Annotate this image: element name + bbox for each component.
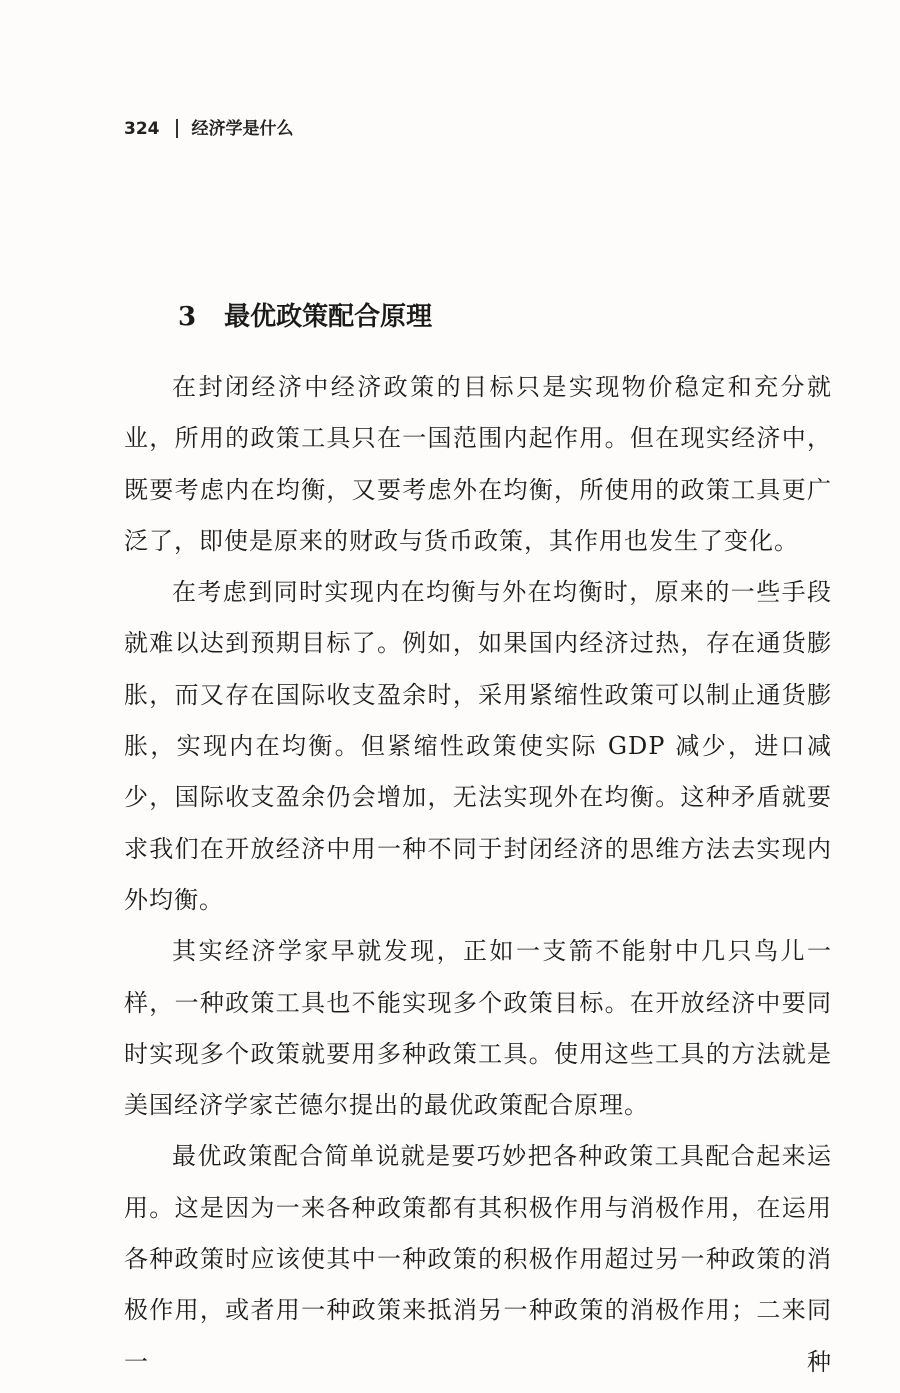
section-title: 最优政策配合原理 — [224, 302, 433, 332]
section-heading — [178, 296, 432, 333]
paragraph-4: 最优政策配合简单说就是要巧妙把各种政策工具配合起来运用。这是因为一来各种政策都有其积极作用与消极作用，在运用各种政策时应该使其中一种政策的积极作用超过另一种政策的消极作用，或者用一种政策来抵消另一种政策的消极作用；二来同一种 — [124, 1142, 832, 1376]
body-text — [124, 362, 832, 1388]
paragraph-2: 在考虑到同时实现内在均衡与外在均衡时，原来的一些手段就难以达到预期目标了。例如，如果国内经济过热，存在通货膨胀，而又存在国际收支盈余时，采用紧缩性政策可以制止通货膨胀，实现内在均衡。但紧缩性政策使实际 GDP 减少，进口减少，国际收支盈余仍会增加，无法实现外在均衡。这种矛盾就要求我们在开放经济中用一种不同于封闭经济的思维方法去实现内外均衡。 — [124, 578, 832, 914]
paragraph-3: 其实经济学家早就发现，正如一支箭不能射中几只鸟儿一样，一种政策工具也不能实现多个政策目标。在开放经济中要同时实现多个政策就要用多种政策工具。使用这些工具的方法就是美国经济学家芒德尔提出的最优政策配合原理。 — [124, 937, 832, 1120]
paragraph-1: 在封闭经济中经济政策的目标只是实现物价稳定和充分就业，所用的政策工具只在一国范围内起作用。但在现实经济中，既要考虑内在均衡，又要考虑外在均衡，所使用的政策工具更广泛了，即使是原来的财政与货币政策，其作用也发生了变化。 — [124, 373, 832, 555]
running-head — [124, 114, 294, 139]
section-number: 3 — [178, 302, 197, 332]
page-number: 324 — [124, 119, 160, 139]
book-title: 经济学是什么 — [191, 119, 294, 139]
header-separator — [176, 119, 178, 138]
